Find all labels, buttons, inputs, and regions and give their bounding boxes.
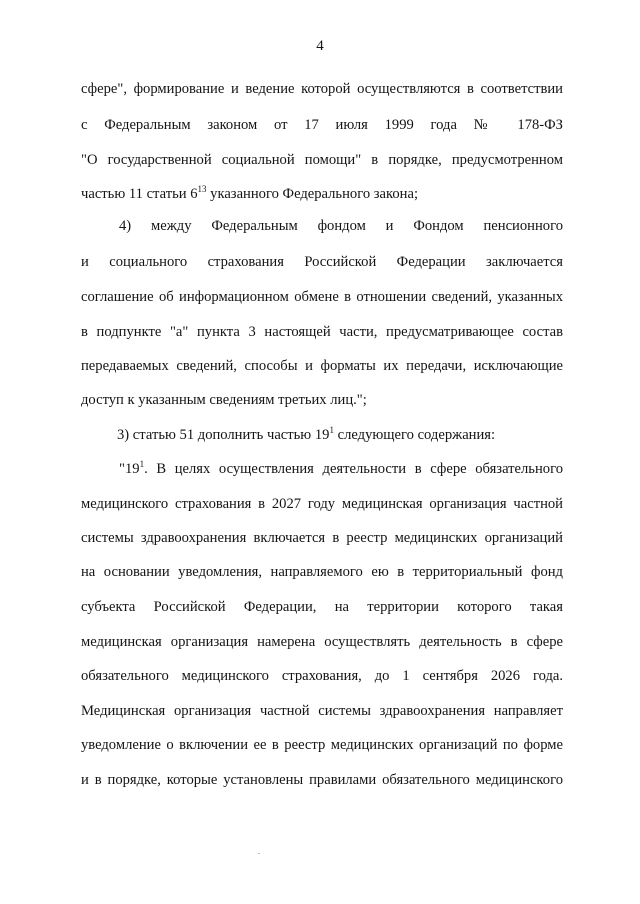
- text-line: системы здравоохранения включается в реестр медицинских организаций: [81, 530, 563, 546]
- text-span: частью 11 статьи 6: [81, 186, 198, 202]
- text-line: [119, 459, 563, 479]
- text-line: доступ к указанным сведениям третьих лиц.";: [81, 392, 367, 408]
- text-line: уведомление о включении ее в реестр медицинских организаций по форме: [81, 737, 563, 753]
- superscript: 13: [197, 184, 207, 194]
- text-line: сфере", формирование и ведение которой осуществляются в соответствии: [81, 81, 563, 97]
- text-span: 3) статью 51 дополнить частью 19: [117, 427, 330, 443]
- text-line: субъекта Российской Федерации, на территории которого такая: [81, 599, 563, 615]
- text-line: передаваемых сведений, способы и форматы их передачи, исключающие: [81, 358, 563, 374]
- text-line: медицинского страхования в 2027 году медицинская организация частной: [81, 496, 563, 512]
- text-line: [81, 184, 563, 204]
- text-line: 4) между Федеральным фондом и Фондом пенсионного: [119, 218, 563, 234]
- text-line: обязательного медицинского страхования, до 1 сентября 2026 года.: [81, 668, 563, 684]
- scan-dot: [258, 853, 260, 854]
- text-span: . В целях осуществления деятельности в сфере обязательного: [144, 461, 563, 477]
- text-line: соглашение об информационном обмене в отношении сведений, указанных: [81, 289, 563, 305]
- text-line: и в порядке, которые установлены правилами обязательного медицинского: [81, 772, 563, 788]
- superscript: 1: [139, 459, 145, 469]
- text-span: следующего содержания:: [333, 427, 496, 443]
- text-line: Медицинская организация частной системы здравоохранения направляет: [81, 703, 563, 719]
- text-line: медицинская организация намерена осуществлять деятельность в сфере: [81, 634, 563, 650]
- text-line: "О государственной социальной помощи" в порядке, предусмотренном: [81, 152, 563, 168]
- text-line: и социального страхования Российской Федерации заключается: [81, 254, 563, 270]
- text-line: с Федеральным законом от 17 июля 1999 года № 178-ФЗ: [81, 117, 563, 133]
- page-number: 4: [316, 38, 324, 54]
- text-span: "19: [119, 461, 140, 477]
- text-line: [117, 425, 537, 445]
- superscript: 1: [329, 425, 334, 435]
- text-line: в подпункте "а" пункта 3 настоящей части, предусматривающее состав: [81, 324, 563, 340]
- text-span: указанного Федерального закона;: [206, 186, 418, 202]
- text-line: на основании уведомления, направляемого ею в территориальный фонд: [81, 564, 563, 580]
